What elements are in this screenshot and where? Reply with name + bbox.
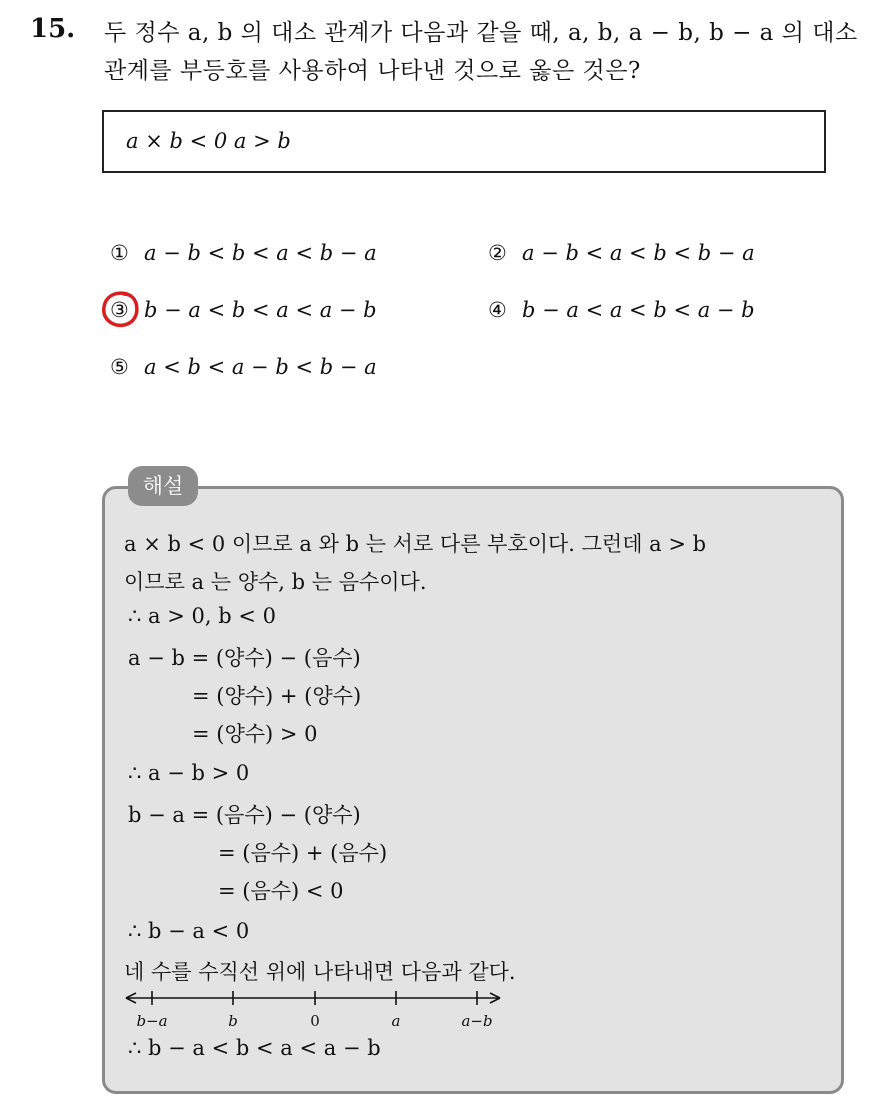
label-zero: 0 bbox=[310, 1012, 320, 1030]
solution-line-10: = (음수) < 0 bbox=[218, 879, 344, 903]
choice-2[interactable] bbox=[488, 241, 755, 265]
solution-line-2: 이므로 a 는 양수, b 는 음수이다. bbox=[124, 570, 427, 594]
choice-2-expression: a − b < a < b < b − a bbox=[522, 241, 755, 265]
solution-line-4: a − b = (양수) − (음수) bbox=[128, 646, 361, 670]
choice-2-number: ② bbox=[488, 241, 507, 265]
choice-4[interactable] bbox=[488, 298, 755, 322]
choice-1-expression: a − b < b < a < b − a bbox=[144, 241, 377, 265]
choice-5-expression: a < b < a − b < b − a bbox=[144, 355, 377, 379]
choice-3[interactable] bbox=[110, 298, 377, 322]
choice-4-expression: b − a < a < b < a − b bbox=[522, 298, 755, 322]
label-b-minus-a: b−a bbox=[136, 1012, 168, 1030]
choice-1[interactable] bbox=[110, 241, 377, 265]
choice-4-number: ④ bbox=[488, 298, 507, 322]
solution-line-3: ∴ a > 0, b < 0 bbox=[128, 604, 276, 628]
label-a-minus-b: a−b bbox=[461, 1012, 493, 1030]
condition-text: a × b < 0 a > b bbox=[126, 129, 291, 153]
question-number: 15. bbox=[30, 14, 76, 44]
solution-line-11: ∴ b − a < 0 bbox=[128, 919, 250, 943]
label-b: b bbox=[228, 1012, 238, 1030]
solution-line-12: 네 수를 수직선 위에 나타내면 다음과 같다. bbox=[124, 960, 516, 984]
question-text-line2: 관계를 부등호를 사용하여 나타낸 것으로 옳은 것은? bbox=[104, 58, 641, 84]
solution-line-1: a × b < 0 이므로 a 와 b 는 서로 다른 부호이다. 그런데 a > b bbox=[124, 532, 707, 556]
solution-tag: 해설 bbox=[128, 466, 198, 506]
solution-line-8: b − a = (음수) − (양수) bbox=[128, 803, 361, 827]
solution-line-7: ∴ a − b > 0 bbox=[128, 761, 250, 785]
answer-circle-mark bbox=[100, 290, 140, 328]
choice-5[interactable] bbox=[110, 355, 377, 379]
solution-line-5: = (양수) + (양수) bbox=[192, 684, 362, 708]
label-a: a bbox=[391, 1012, 401, 1030]
solution-line-9: = (음수) + (음수) bbox=[218, 841, 388, 865]
choice-5-number: ⑤ bbox=[110, 355, 129, 379]
number-line bbox=[120, 982, 510, 1042]
solution-conclusion: ∴ b − a < b < a < a − b bbox=[128, 1036, 381, 1060]
choice-3-number: ③ bbox=[110, 298, 129, 322]
question-text-line1: 두 정수 a, b 의 대소 관계가 다음과 같을 때, a, b, a − b, b − a 의 대소 bbox=[104, 20, 858, 46]
condition-box bbox=[102, 110, 826, 173]
choice-3-expression: b − a < b < a < a − b bbox=[144, 298, 377, 322]
solution-line-6: = (양수) > 0 bbox=[192, 722, 318, 746]
choice-1-number: ① bbox=[110, 241, 129, 265]
